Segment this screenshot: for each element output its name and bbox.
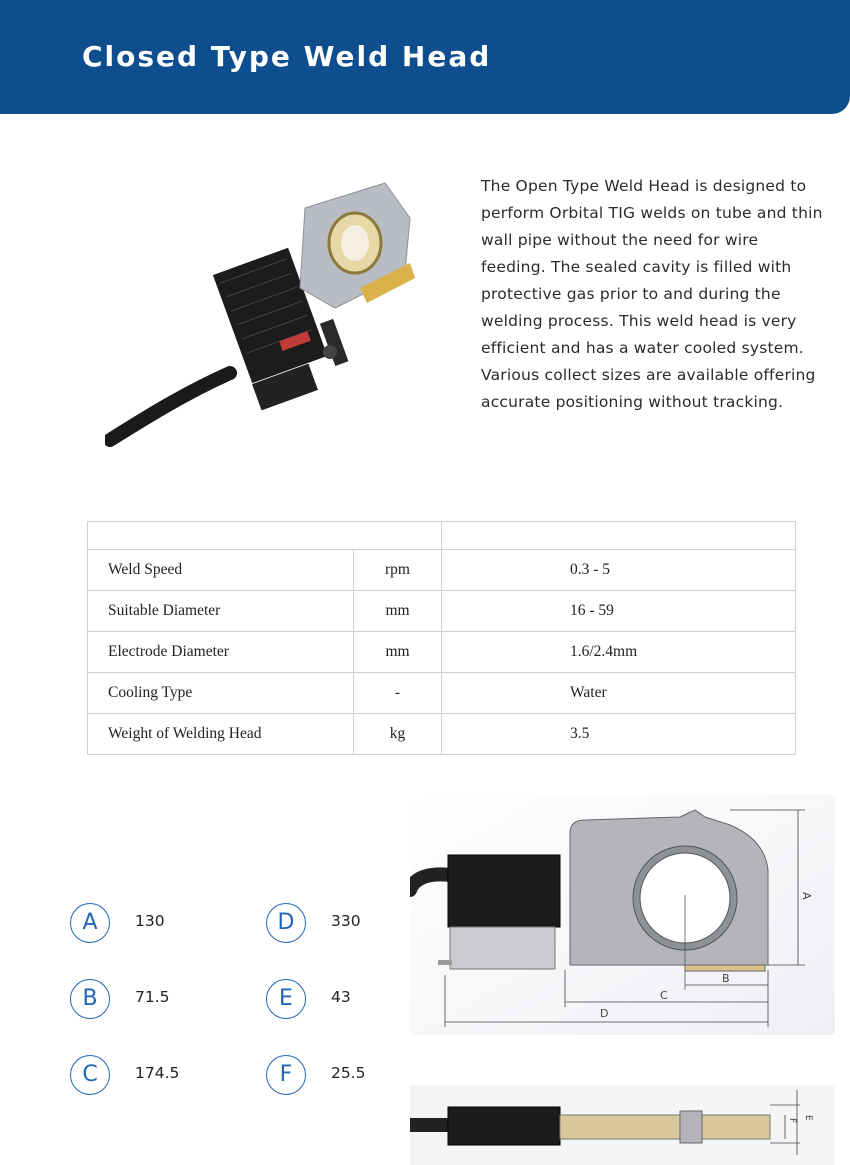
spec-name: Suitable Diameter xyxy=(88,591,354,632)
table-row xyxy=(88,632,796,673)
product-description: The Open Type Weld Head is designed to perform Orbital TIG welds on tube and thin wall pipe without the need for wire feeding. The sealed cavity is filled with protective gas prior to and during the welding process. This weld head is very efficient and has a water cooled system. Various collect sizes are available offering accurate positioning without tracking. xyxy=(481,177,823,411)
spec-unit: rpm xyxy=(354,550,442,591)
dimension-letter: F xyxy=(266,1055,306,1095)
table-row xyxy=(88,714,796,755)
spec-unit: - xyxy=(354,673,442,714)
table-header-row xyxy=(88,522,796,550)
side-view-drawing xyxy=(410,1085,835,1165)
spec-unit: kg xyxy=(354,714,442,755)
spec-unit: mm xyxy=(354,632,442,673)
dimension-value: 330 xyxy=(331,912,361,930)
spec-value: 1.6/2.4mm xyxy=(442,632,796,673)
spec-value: 0.3 - 5 xyxy=(442,550,796,591)
spec-name: Cooling Type xyxy=(88,673,354,714)
table-header-cell xyxy=(442,522,796,550)
product-photo xyxy=(105,178,450,453)
drawing-label-c: C xyxy=(660,989,668,1002)
spec-value: 3.5 xyxy=(442,714,796,755)
dimension-value: 71.5 xyxy=(135,988,170,1006)
table-row xyxy=(88,591,796,632)
drawing-label-b: B xyxy=(722,972,730,985)
dimension-letter: E xyxy=(266,979,306,1019)
page-header xyxy=(0,0,850,114)
front-view-drawing xyxy=(410,795,835,1035)
dimension-item xyxy=(70,1055,250,1097)
dimension-letter: A xyxy=(70,903,110,943)
spec-table xyxy=(87,521,796,755)
table-row xyxy=(88,550,796,591)
spec-value: 16 - 59 xyxy=(442,591,796,632)
dimension-value: 43 xyxy=(331,988,351,1006)
table-header-cell xyxy=(88,522,442,550)
dimension-letter: D xyxy=(266,903,306,943)
dimension-value: 174.5 xyxy=(135,1064,180,1082)
dimension-letter: B xyxy=(70,979,110,1019)
spec-name: Weight of Welding Head xyxy=(88,714,354,755)
dimension-letter: C xyxy=(70,1055,110,1095)
spec-value: Water xyxy=(442,673,796,714)
dimension-value: 25.5 xyxy=(331,1064,366,1082)
dimension-item xyxy=(70,979,250,1021)
drawing-label-e: E xyxy=(803,1115,813,1121)
dimension-value: 130 xyxy=(135,912,165,930)
page-title: Closed Type Weld Head xyxy=(82,40,492,73)
spec-name: Electrode Diameter xyxy=(88,632,354,673)
dimension-list xyxy=(70,903,400,1103)
drawing-label-d: D xyxy=(600,1007,609,1020)
drawing-label-f: F xyxy=(787,1118,797,1124)
spec-name: Weld Speed xyxy=(88,550,354,591)
dimension-item xyxy=(70,903,250,945)
spec-unit: mm xyxy=(354,591,442,632)
drawing-label-a: A xyxy=(800,892,813,900)
table-row xyxy=(88,673,796,714)
